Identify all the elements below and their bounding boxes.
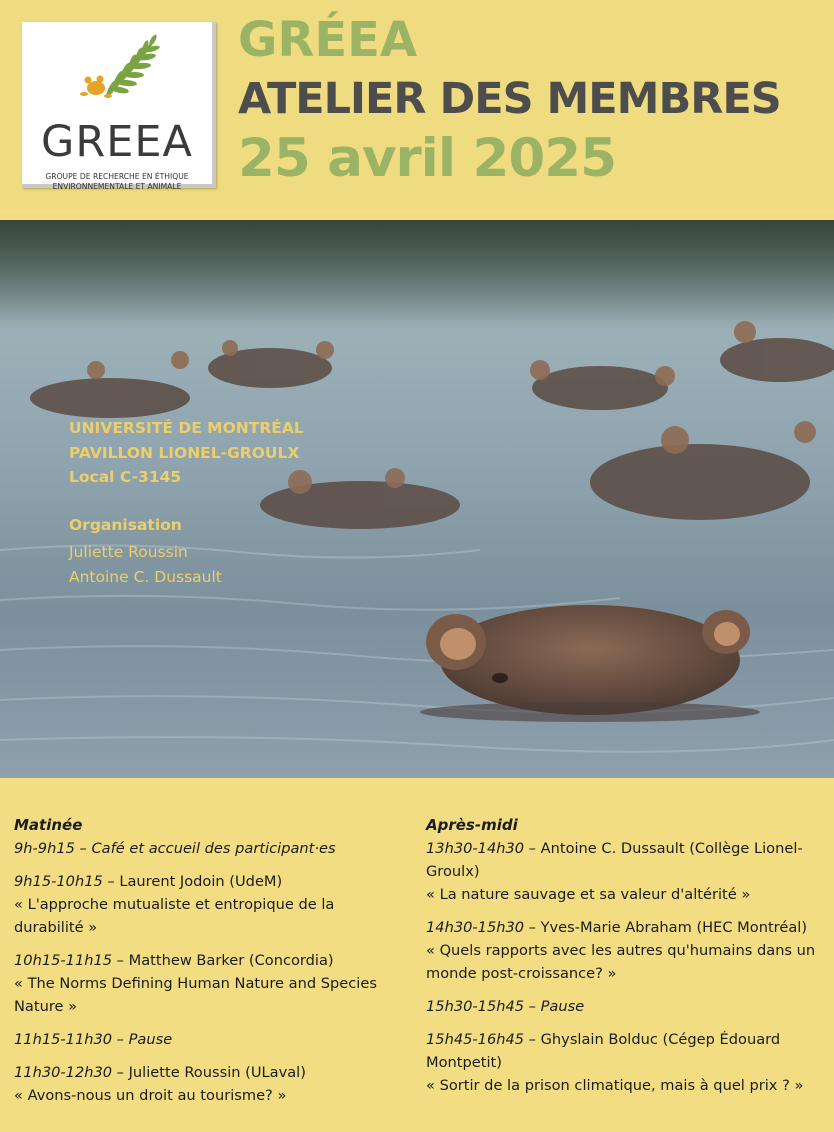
- morning-title: Matinée: [14, 816, 83, 834]
- item-time: 11h15-11h30 – Pause: [14, 1031, 173, 1048]
- greea-logo: [22, 22, 216, 191]
- item-talk: « Sortir de la prison climatique, mais à quel prix ? »: [426, 1077, 804, 1094]
- afternoon-title: Après-midi: [426, 816, 518, 834]
- organisation-title: Organisation: [69, 516, 182, 534]
- item-time: 13h30-14h30: [426, 840, 525, 857]
- item-talk: « L'approche mutualiste et entropique de la durabilité »: [14, 896, 335, 936]
- item-time: 9h-9h15 – Café et accueil des participant·es: [14, 840, 336, 857]
- organiser-name: Juliette Roussin: [69, 543, 188, 561]
- hippos-photo: [0, 220, 834, 778]
- item-speaker: – Ghyslain Bolduc (Cégep Édouard Montpetit): [426, 1031, 781, 1071]
- venue-university: UNIVERSITÉ DE MONTRÉAL: [69, 419, 304, 437]
- item-speaker: – Juliette Roussin (ULaval): [112, 1064, 306, 1081]
- venue-pavilion: PAVILLON LIONEL-GROULX: [69, 443, 300, 462]
- item-talk: « Avons-nous un droit au tourisme? »: [14, 1087, 287, 1104]
- hippos-water-image: [0, 220, 834, 778]
- schedule-item: [14, 870, 404, 939]
- schedule-item: [14, 1061, 404, 1107]
- item-speaker: – Antoine C. Dussault (Collège Lionel-Groulx): [426, 840, 803, 880]
- logo-name: GREEA: [41, 117, 193, 167]
- item-time: 14h30-15h30: [426, 919, 525, 936]
- item-time: 10h15-11h15: [14, 952, 113, 969]
- header-title: GRÉEA: [238, 12, 418, 68]
- morning-column: [14, 814, 404, 1117]
- header-band: [0, 0, 834, 210]
- organisation-names: [69, 540, 222, 589]
- schedule-section: [0, 786, 834, 1132]
- schedule-item: [426, 995, 830, 1018]
- item-time: 15h30-15h45 – Pause: [426, 998, 585, 1015]
- schedule-item: [14, 949, 404, 1018]
- item-time: 15h45-16h45: [426, 1031, 525, 1048]
- header-subtitle: ATELIER DES MEMBRES: [238, 74, 781, 124]
- item-talk: « Quels rapports avec les autres qu'humains dans un monde post-croissance? »: [426, 942, 816, 982]
- organiser-name: Antoine C. Dussault: [69, 567, 222, 586]
- afternoon-column: [426, 814, 830, 1107]
- schedule-item: [426, 1028, 830, 1097]
- header-date: 25 avril 2025: [238, 128, 616, 189]
- logo-subtitle: [22, 172, 212, 192]
- schedule-item: [14, 837, 404, 860]
- item-talk: « The Norms Defining Human Nature and Species Nature »: [14, 975, 377, 1015]
- item-time: 11h30-12h30: [14, 1064, 113, 1081]
- venue-room: Local C-3145: [69, 468, 182, 486]
- schedule-item: [426, 916, 830, 985]
- fern-leaf-icon: [22, 22, 216, 122]
- logo-subtitle-line1: GROUPE DE RECHERCHE EN ÉTHIQUE: [45, 172, 189, 181]
- item-speaker: – Matthew Barker (Concordia): [112, 952, 334, 969]
- item-talk: « La nature sauvage et sa valeur d'altérité »: [426, 886, 751, 903]
- schedule-item: [14, 1028, 404, 1051]
- item-time: 9h15-10h15: [14, 873, 103, 890]
- schedule-item: [426, 837, 830, 906]
- item-speaker: – Laurent Jodoin (UdeM): [102, 873, 283, 890]
- logo-subtitle-line2: ENVIRONNEMENTALE ET ANIMALE: [52, 182, 182, 191]
- item-speaker: – Yves-Marie Abraham (HEC Montréal): [524, 919, 808, 936]
- venue-block: [69, 416, 304, 490]
